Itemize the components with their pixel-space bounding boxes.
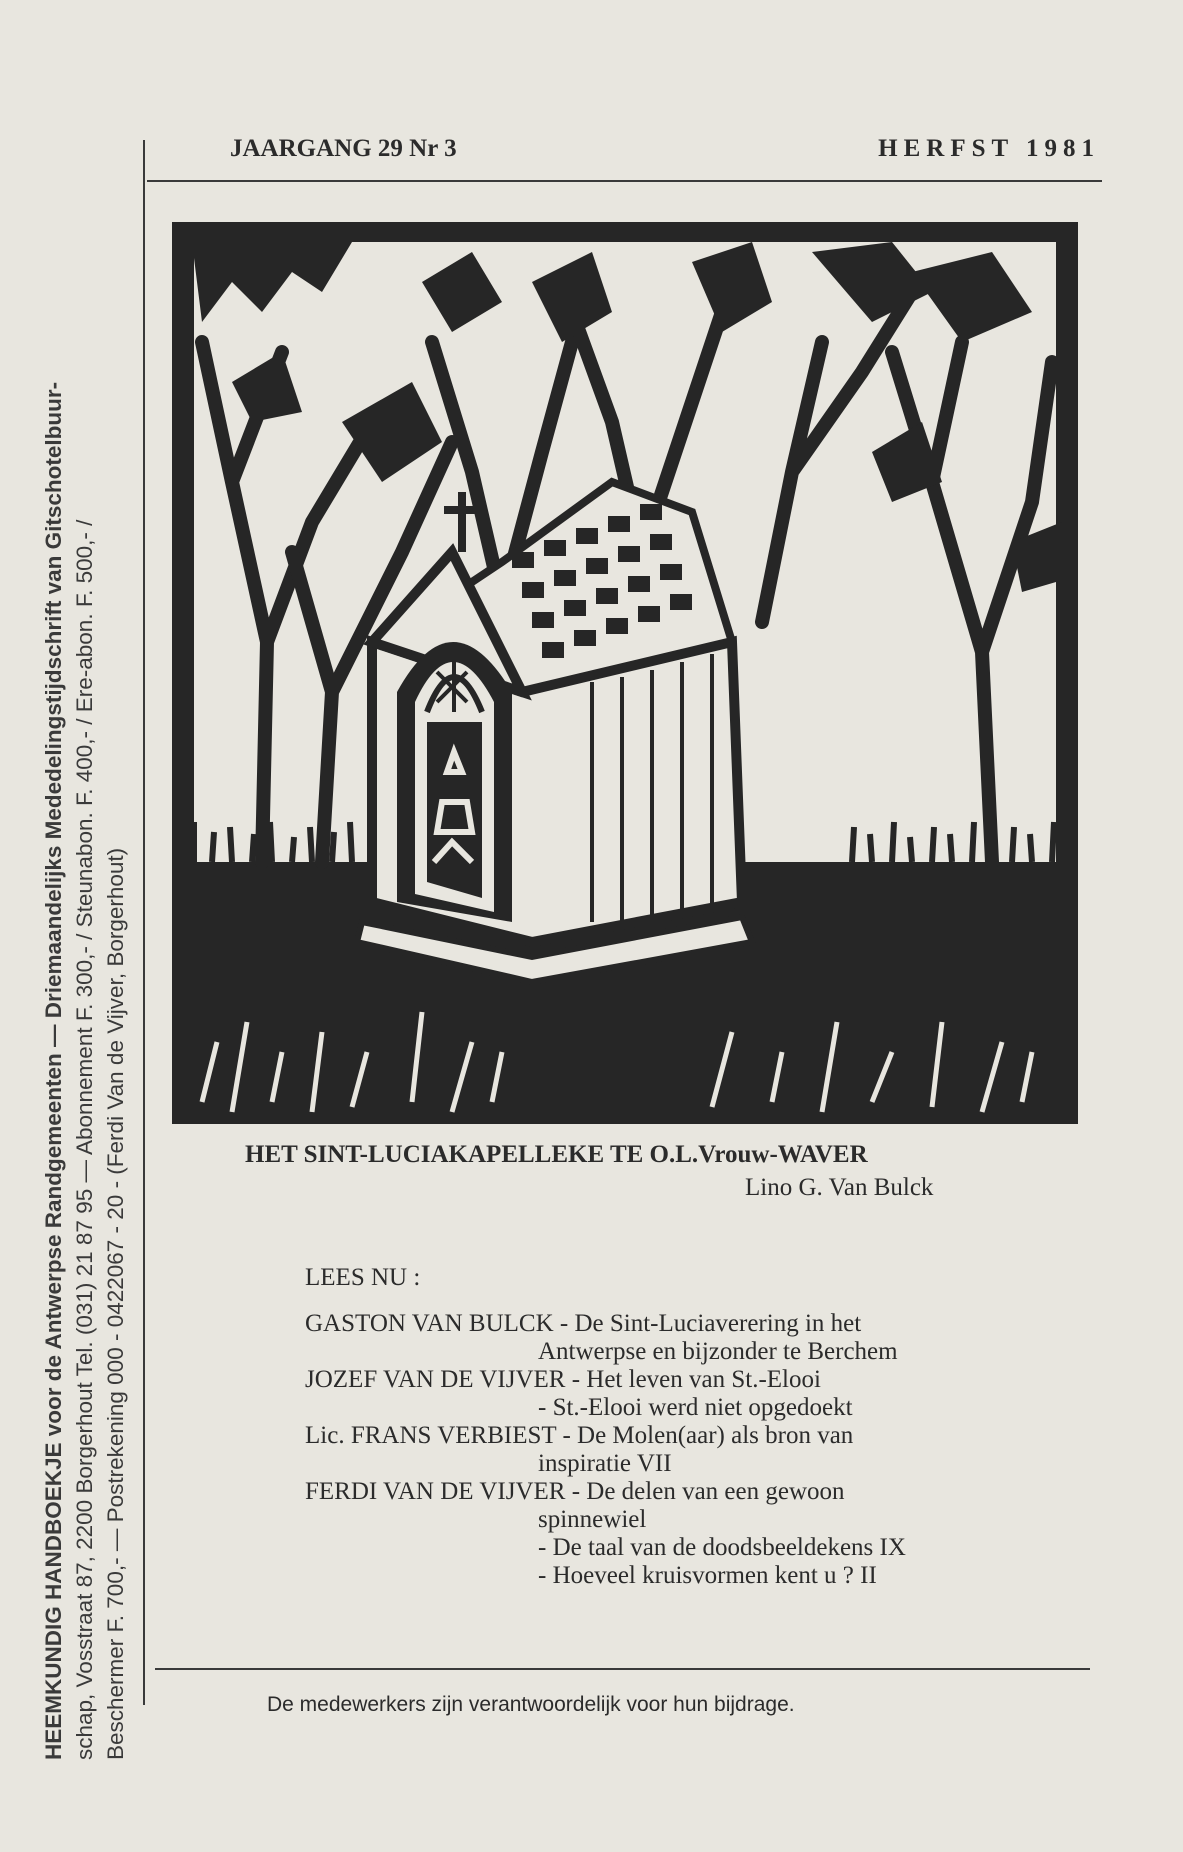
toc-row (305, 1506, 1105, 1534)
toc-continuation: - Hoeveel kruisvormen kent u ? II (538, 1562, 877, 1589)
toc-continuation: - De taal van de doodsbeeldekens IX (538, 1534, 906, 1561)
illustration-caption: HET SINT-LUCIAKAPELLEKE TE O.L.Vrouw-WAVER (245, 1141, 868, 1168)
toc-row (305, 1534, 1105, 1562)
table-of-contents (305, 1310, 1105, 1590)
chapel-linocut-illustration (172, 222, 1078, 1124)
toc-row (305, 1338, 1105, 1366)
toc-row (305, 1422, 1105, 1450)
footer-rule (155, 1668, 1090, 1670)
footer-note: De medewerkers zijn verantwoordelijk voor hun bijdrage. (267, 1693, 795, 1716)
issue-header (230, 135, 1100, 171)
publisher-info (38, 120, 131, 1760)
toc-row (305, 1450, 1105, 1478)
issue-season: HERFST 1981 (878, 135, 1100, 162)
toc-continuation: - St.-Elooi werd niet opgedoekt (538, 1394, 853, 1421)
toc-continuation: inspiratie VII (538, 1450, 672, 1477)
toc-entry: FERDI VAN DE VIJVER - De delen van een gewoon (305, 1478, 845, 1505)
toc-continuation: spinnewiel (538, 1506, 647, 1533)
toc-entry: JOZEF VAN DE VIJVER - Het leven van St.-Elooi (305, 1366, 821, 1393)
toc-entry: GASTON VAN BULCK - De Sint-Luciaverering in het (305, 1310, 862, 1337)
publisher-line-2: schap, Vosstraat 87, 2200 Borgerhout Tel. (031) 21 87 95 — Abonnement F. 300,- / Steunabon. F. 400,- / Ere-abon. F. 500,- / (72, 519, 97, 1760)
toc-continuation: Antwerpse en bijzonder te Berchem (538, 1338, 898, 1365)
toc-entry: Lic. FRANS VERBIEST - De Molen(aar) als bron van (305, 1422, 854, 1449)
contents-heading: LEES NU : (305, 1264, 421, 1291)
toc-row (305, 1394, 1105, 1422)
toc-row (305, 1562, 1105, 1590)
toc-row (305, 1478, 1105, 1506)
vertical-divider (143, 140, 145, 1705)
header-rule (147, 180, 1102, 182)
toc-row (305, 1310, 1105, 1338)
toc-row (305, 1366, 1105, 1394)
issue-number: JAARGANG 29 Nr 3 (230, 135, 457, 162)
publisher-line-3: Beschermer F. 700,- — Postrekening 000 - 0422067 - 20 - (Ferdi Van de Vijver, Borgerhout) (103, 847, 128, 1760)
publisher-line-1: HEEMKUNDIG HANDBOEKJE voor de Antwerpse Randgemeenten — Driemaandelijks Mededelingstijdschrift van Gitschotelbuur- (41, 381, 66, 1760)
illustration-credit: Lino G. Van Bulck (745, 1174, 934, 1201)
